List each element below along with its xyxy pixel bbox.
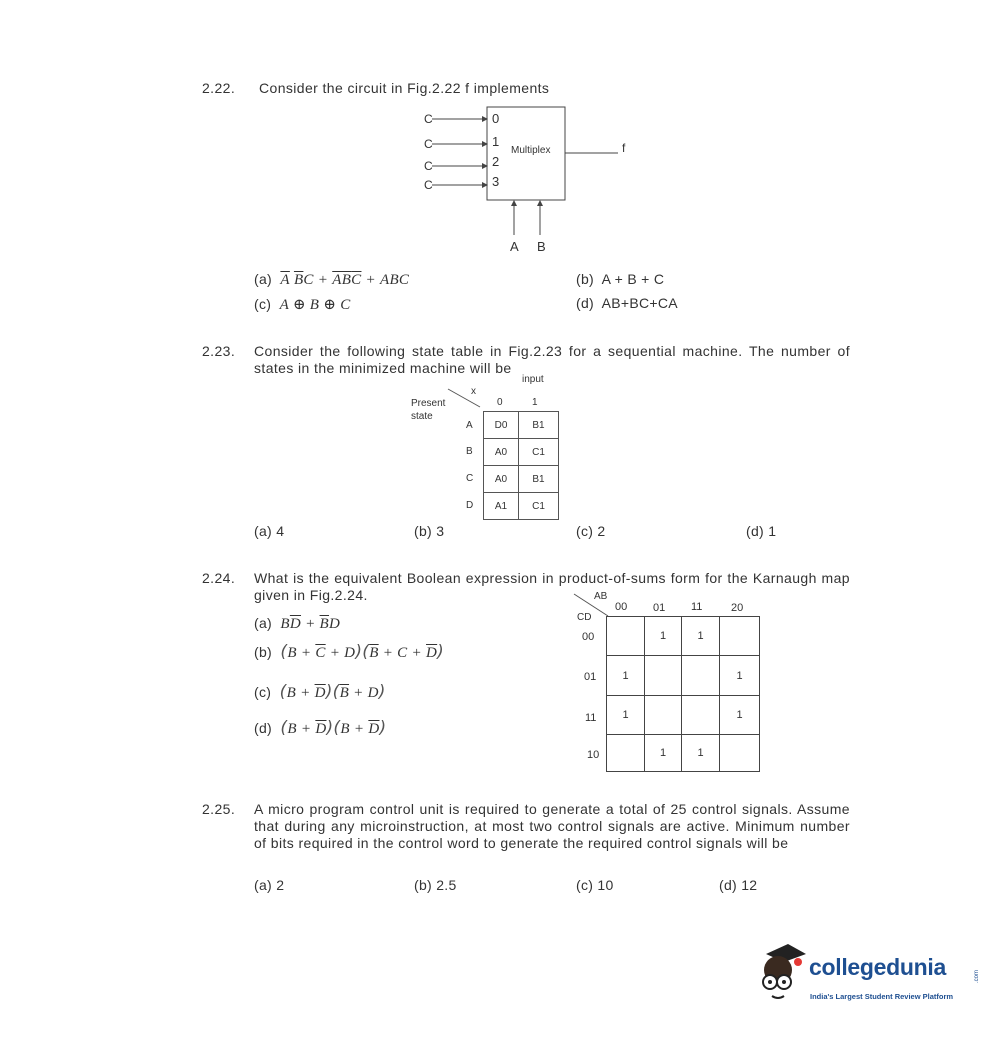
q22-option-d[interactable]: (d) AB+BC+CA (576, 295, 678, 311)
kmap-cell (719, 616, 760, 656)
q25-option-b[interactable]: (b) 2.5 (414, 877, 457, 893)
state-table-cell: D0 (483, 411, 519, 439)
mux-input-1: C (424, 137, 433, 151)
q23-number: 2.23. (202, 343, 236, 359)
q23-option-d[interactable]: (d) 1 (746, 523, 777, 539)
col-header-0: 0 (497, 397, 503, 408)
kmap-cell (606, 734, 645, 772)
mascot-graduation-icon (748, 940, 808, 1010)
q23-option-c[interactable]: (c) 2 (576, 523, 606, 539)
state-C: C (466, 473, 474, 484)
state-B: B (466, 446, 473, 457)
q25-text: A micro program control unit is required to generate a total of 25 control signals. Assume that during any microinstruction, at most two control signals are active. Minimum number of bits required in the control word to generate the required control signals will be (254, 801, 850, 851)
kmap-cell (606, 616, 645, 656)
q22-option-b[interactable]: (b) A + B + C (576, 271, 665, 287)
state-table-cell: A0 (483, 465, 519, 493)
kmap-col-header: 20 (731, 602, 744, 614)
q24-text: What is the equivalent Boolean expression in product-of-sums form for the Karnaugh map given in Fig.2.24. (254, 570, 850, 603)
q25-option-d[interactable]: (d) 12 (719, 877, 758, 893)
mux-input-0: C (424, 112, 433, 126)
option-b-math: $(B + \overline{C} + D)(\overline{B} + C + \overline{D})$ (280, 642, 445, 662)
state-table-cell: A1 (483, 492, 519, 520)
q24-option-d[interactable]: (d) $(B + \overline{D})(B + \overline{D})$ (254, 718, 387, 738)
mux-pin-2: 2 (492, 154, 500, 169)
option-d-math: $(B + \overline{D})(B + \overline{D})$ (280, 718, 387, 738)
state-D: D (466, 500, 474, 511)
kmap-ab-label: AB (594, 591, 608, 602)
mux-input-3: C (424, 178, 433, 192)
kmap-cell: 1 (681, 734, 720, 772)
mux-select-b: B (537, 239, 546, 254)
q22-option-a[interactable] (254, 271, 409, 289)
option-a-math: $B\overline{D} + \overline{B}D$ (280, 616, 341, 632)
kmap-cell: 1 (644, 616, 682, 656)
kmap-row-header: 10 (587, 749, 600, 761)
brand-suffix: .com (974, 970, 980, 984)
q25-option-a[interactable]: (a) 2 (254, 877, 285, 893)
q24-number: 2.24. (202, 570, 236, 586)
brand-tagline: India's Largest Student Review Platform (810, 992, 954, 1001)
kmap-cell (644, 695, 682, 735)
present-state-label: Present state (411, 398, 446, 422)
q24-option-b[interactable]: (b) $(B + \overline{C} + D)(\overline{B} + C + \overline{D})$ (254, 642, 445, 662)
state-table-cell: C1 (518, 438, 559, 466)
kmap-cell: 1 (606, 695, 645, 735)
kmap-col-header: 11 (691, 601, 703, 613)
kmap-row-header: 00 (582, 631, 595, 643)
multiplexer-diagram (410, 100, 650, 260)
state-A: A (466, 420, 473, 431)
brand-name: collegedunia (809, 954, 946, 980)
kmap-cell: 1 (606, 655, 645, 696)
state-table-cell: C1 (518, 492, 559, 520)
mux-pin-1: 1 (492, 134, 500, 149)
x-label: x (471, 386, 476, 397)
mux-label: Multiplex (511, 145, 551, 156)
state-table-cell: B1 (518, 465, 559, 493)
kmap-cell (644, 655, 682, 696)
mux-pin-3: 3 (492, 174, 500, 189)
kmap-col-header: 00 (615, 601, 628, 613)
state-table-cell: B1 (518, 411, 559, 439)
mux-output-f: f (622, 141, 626, 155)
kmap-cell (719, 734, 760, 772)
kmap-cd-label: CD (577, 612, 592, 623)
q23-text: Consider the following state table in Fig.2.23 for a sequential machine. The number of states in the minimized machine will be (254, 343, 850, 376)
kmap-row-header: 11 (585, 712, 597, 724)
kmap-cell: 1 (644, 734, 682, 772)
mux-pin-0: 0 (492, 111, 500, 126)
kmap-cell (681, 655, 720, 696)
kmap-cell: 1 (681, 616, 720, 656)
q22-option-c[interactable]: (c) A ⊕ B ⊕ C (254, 296, 351, 313)
q22-text: Consider the circuit in Fig.2.22 f implements (259, 80, 550, 96)
kmap-row-header: 01 (584, 671, 597, 683)
input-label: input (522, 374, 544, 385)
q23-option-a[interactable]: (a) 4 (254, 523, 285, 539)
option-a-math: $\overline{A}$ $\overline{B}C + \overline{AB}\overline{C}$ + ABC (280, 272, 410, 288)
q22-number: 2.22. (202, 80, 236, 96)
mux-input-2: C (424, 159, 433, 173)
kmap-cell (681, 695, 720, 735)
state-table-cell: A0 (483, 438, 519, 466)
q23-option-b[interactable]: (b) 3 (414, 523, 445, 539)
col-header-1: 1 (532, 397, 538, 408)
q25-number: 2.25. (202, 801, 236, 817)
mux-select-a: A (510, 239, 519, 254)
q24-option-c[interactable]: (c) $(B + \overline{D})(\overline{B} + D)$ (254, 682, 386, 702)
brand-logo[interactable] (748, 940, 988, 1010)
kmap-cell: 1 (719, 695, 760, 735)
kmap-col-header: 01 (653, 602, 666, 614)
q25-option-c[interactable]: (c) 10 (576, 877, 614, 893)
option-c-math: $(B + \overline{D})(\overline{B} + D)$ (279, 682, 386, 702)
kmap-cell: 1 (719, 655, 760, 696)
option-a-label: (a) (254, 271, 273, 287)
q24-option-a[interactable]: (a) $B\overline{D} + \overline{B}D$ (254, 615, 341, 632)
